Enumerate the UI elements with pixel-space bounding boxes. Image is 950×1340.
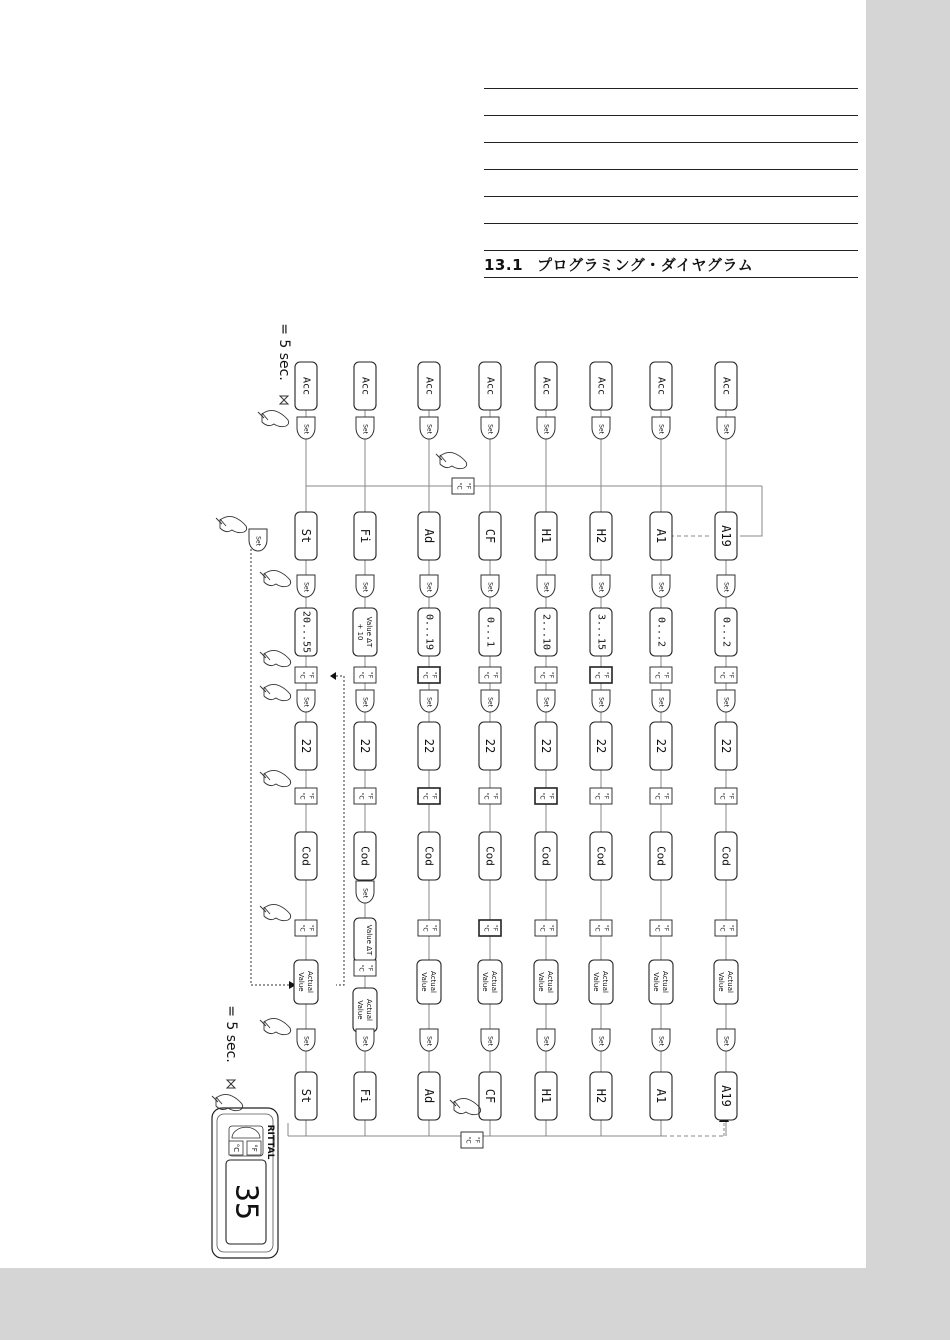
unit-c-label: °C: [593, 671, 601, 679]
acc-box-1-text: Acc: [359, 376, 371, 396]
cf-toggle-extra-1: [354, 960, 376, 976]
cf-toggle-1-7: [715, 667, 737, 683]
device-c-label: °C: [232, 1143, 240, 1153]
set-button-label: Set: [425, 697, 433, 707]
cf-toggle-1-0: [295, 667, 317, 683]
temp-box-1-text: 22: [358, 738, 372, 754]
unit-f-label: °F: [430, 671, 438, 679]
arrow-head-return: [330, 672, 336, 680]
cf-toggle-3-3: [479, 920, 501, 936]
cod-box-2-text: Cod: [422, 846, 436, 866]
range-box-1: [353, 608, 377, 656]
set-button-top-3: [481, 417, 499, 439]
unit-c-label: °C: [298, 792, 306, 800]
acc-box-6: [650, 362, 672, 410]
unit-f-label: °F: [491, 671, 499, 679]
unit-f-label: °F: [727, 792, 735, 800]
actual-value-box-2: [417, 960, 441, 1004]
set-button-label: Set: [542, 1036, 550, 1046]
set-button-top-4: [537, 417, 555, 439]
top-loop-return: [740, 486, 762, 536]
acc-box-5-text: Acc: [595, 376, 607, 396]
set-button-mid-0: [297, 575, 315, 597]
temp-box-0-text: 22: [299, 738, 313, 754]
cf-toggle-1-3: [479, 667, 501, 683]
unit-f-label: °F: [547, 792, 555, 800]
range-box-1-line1: Value ΔT: [365, 616, 373, 648]
unit-f-label: °F: [727, 924, 735, 932]
range-box-6: [650, 608, 672, 656]
unit-f-label: °F: [464, 482, 472, 490]
set-button-label: Set: [425, 582, 433, 592]
unit-f-label: °F: [602, 671, 610, 679]
param-code-bottom-5-text: H2: [594, 1088, 608, 1104]
temp-box-7-text: 22: [719, 738, 733, 754]
cf-toggle-3-6: [650, 920, 672, 936]
device-f-label: °F: [250, 1144, 258, 1152]
acc-box-2-text: Acc: [423, 376, 435, 396]
set-button-low-3: [481, 690, 499, 712]
hand-press-icon-1: [260, 570, 291, 586]
set-button-label: Set: [254, 536, 262, 546]
param-code-bottom-4-text: H1: [539, 1088, 553, 1104]
unit-c-label: °C: [357, 671, 365, 679]
set-button-label: Set: [657, 582, 665, 592]
set-button-low-0: [297, 690, 315, 712]
hand-press-icon-2: [260, 650, 291, 666]
cod-box-2: [418, 832, 440, 880]
param-code-top-2-text: Ad: [422, 528, 436, 544]
set-button-label: Set: [542, 582, 550, 592]
param-code-top-7: [715, 512, 737, 560]
unit-c-label: °C: [482, 671, 490, 679]
set-button-mid-2: [420, 575, 438, 597]
unit-f-label: °F: [366, 792, 374, 800]
set-button-mid-7: [717, 575, 735, 597]
unit-f-label: °F: [307, 924, 315, 932]
device-brand-logo: RITTAL: [265, 1124, 275, 1160]
unit-c-label: °C: [538, 671, 546, 679]
temp-box-4: [535, 722, 557, 770]
hand-press-icon-9: [450, 1098, 481, 1114]
actual-value-box-5: [589, 960, 613, 1004]
actual-value-box-0-line1: Actual: [306, 971, 314, 993]
acc-box-1: [354, 362, 376, 410]
param-code-top-4-text: H1: [539, 528, 553, 544]
cf-toggle-1-6: [650, 667, 672, 683]
actual-value-box-2-line2: Value: [420, 972, 428, 992]
cf-toggle-2-2: [418, 788, 440, 804]
set-button-label: Set: [657, 1036, 665, 1046]
cf-toggle-2-7: [715, 788, 737, 804]
acc-box-6-text: Acc: [655, 376, 667, 396]
set-button-label: Set: [597, 1036, 605, 1046]
unit-f-label: °F: [366, 671, 374, 679]
param-code-top-5-text: H2: [594, 528, 608, 544]
cf-toggle-3-5: [590, 920, 612, 936]
temp-box-5: [590, 722, 612, 770]
hourglass-icon-top: [280, 396, 288, 404]
set-button-top-2: [420, 417, 438, 439]
unit-c-label: °C: [653, 671, 661, 679]
dotted-path-actual: [251, 545, 289, 985]
cod-box-4: [535, 832, 557, 880]
param-code-bottom-3: [479, 1072, 501, 1120]
range-box-5-text: 3...15: [595, 613, 607, 651]
unit-f-label: °F: [473, 1136, 481, 1144]
range-box-6-text: 0...2: [655, 616, 667, 648]
range-box-1-line2: + 10: [356, 623, 364, 641]
param-code-bottom-6-text: A1: [654, 1088, 668, 1104]
timer-note-top: = 5 sec.: [276, 323, 292, 381]
range-box-4: [535, 608, 557, 656]
acc-box-0-text: Acc: [300, 376, 312, 396]
param-code-bottom-3-text: CF: [483, 1088, 497, 1104]
temp-box-4-text: 22: [539, 738, 553, 754]
unit-c-label: °C: [421, 671, 429, 679]
unit-f-label: °F: [602, 792, 610, 800]
hand-press-icon-5: [260, 904, 291, 920]
cf-toggle-2-0: [295, 788, 317, 804]
unit-c-label: °C: [653, 792, 661, 800]
hand-press-icon-3: [260, 684, 291, 700]
param-code-top-7-text: A19: [719, 525, 733, 547]
set-button-label: Set: [486, 1036, 494, 1046]
set-button-label: Set: [361, 1036, 369, 1046]
param-code-top-0: [295, 512, 317, 560]
unit-c-label: °C: [653, 924, 661, 932]
range-box-7-text: 0...2: [720, 616, 732, 648]
set-button-label: Set: [302, 697, 310, 707]
set-button-top-0: [297, 417, 315, 439]
cod-box-1-text: Cod: [358, 846, 372, 866]
actual-value-box-6-line1: Actual: [661, 971, 669, 993]
actual-value-box-5-line2: Value: [592, 972, 600, 992]
unit-c-label: °C: [482, 924, 490, 932]
set-button-top-6: [652, 417, 670, 439]
cf-toggle-1-4: [535, 667, 557, 683]
actual-value-box-7: [714, 960, 738, 1004]
acc-box-3: [479, 362, 501, 410]
controller-device: [212, 1108, 278, 1258]
temp-box-3-text: 22: [483, 738, 497, 754]
set-button-bottom-2: [420, 1029, 438, 1051]
unit-c-label: °C: [357, 792, 365, 800]
unit-f-label: °F: [547, 924, 555, 932]
set-button-label: Set: [597, 424, 605, 434]
actual-value-box-4-line2: Value: [537, 972, 545, 992]
unit-f-label: °F: [491, 924, 499, 932]
cf-toggle-top-loop: [452, 478, 474, 494]
set-button-top-5: [592, 417, 610, 439]
cod-box-3: [479, 832, 501, 880]
temp-box-2-text: 22: [422, 738, 436, 754]
unit-f-label: °F: [366, 964, 374, 972]
unit-c-label: °C: [357, 964, 365, 972]
unit-c-label: °C: [421, 792, 429, 800]
unit-f-label: °F: [602, 924, 610, 932]
set-button-label: Set: [657, 424, 665, 434]
value-dt-box-line1: Value ΔT: [365, 924, 373, 956]
device-c-button: [229, 1141, 243, 1155]
unit-f-label: °F: [430, 792, 438, 800]
set-button-label: Set: [722, 1036, 730, 1046]
set-button-label: Set: [361, 424, 369, 434]
param-code-top-0-text: St: [299, 528, 313, 544]
range-box-4-text: 2...10: [540, 613, 552, 651]
set-button-low-2: [420, 690, 438, 712]
unit-f-label: °F: [662, 924, 670, 932]
param-code-bottom-2-text: Ad: [422, 1088, 436, 1104]
set-button-label: Set: [425, 1036, 433, 1046]
cod-box-5: [590, 832, 612, 880]
cod-box-4-text: Cod: [539, 846, 553, 866]
set-button-label: Set: [361, 582, 369, 592]
unit-f-label: °F: [491, 792, 499, 800]
acc-box-7-text: Acc: [720, 376, 732, 396]
unit-f-label: °F: [430, 924, 438, 932]
param-code-top-2: [418, 512, 440, 560]
param-code-bottom-6: [650, 1072, 672, 1120]
actual-value-box-4-line1: Actual: [546, 971, 554, 993]
set-button-label: Set: [302, 424, 310, 434]
param-code-top-3: [479, 512, 501, 560]
unit-c-label: °C: [718, 792, 726, 800]
param-code-bottom-0: [295, 1072, 317, 1120]
unit-c-label: °C: [298, 924, 306, 932]
actual-value-box-3-line2: Value: [481, 972, 489, 992]
acc-box-5: [590, 362, 612, 410]
param-code-bottom-4: [535, 1072, 557, 1120]
temp-box-3: [479, 722, 501, 770]
section-title: プログラミング・ダイヤグラム: [537, 256, 754, 274]
range-box-3: [479, 608, 501, 656]
temp-box-5-text: 22: [594, 738, 608, 754]
set-button-label: Set: [361, 697, 369, 707]
temp-box-2: [418, 722, 440, 770]
unit-f-label: °F: [727, 671, 735, 679]
hourglass-icon-bottom: [227, 1080, 235, 1088]
range-box-0-text: 20...55: [300, 610, 312, 654]
temp-box-6-text: 22: [654, 738, 668, 754]
display-value: 35: [228, 1183, 264, 1221]
cod-box-7-text: Cod: [719, 846, 733, 866]
set-button-label: Set: [302, 582, 310, 592]
set-button-start: [249, 529, 267, 551]
set-button-bottom-3: [481, 1029, 499, 1051]
temp-box-0: [295, 722, 317, 770]
cf-toggle-bottom-bus: [461, 1132, 483, 1148]
actual-value-box-1-line1: Actual: [365, 999, 373, 1021]
set-button-label: Set: [361, 888, 369, 898]
unit-c-label: °C: [593, 792, 601, 800]
range-box-2: [418, 608, 440, 656]
unit-c-label: °C: [455, 482, 463, 490]
actual-value-box-0-line2: Value: [297, 972, 305, 992]
hand-press-icon-6: [260, 1018, 291, 1034]
unit-c-label: °C: [718, 671, 726, 679]
param-code-top-6: [650, 512, 672, 560]
set-button-low-5: [592, 690, 610, 712]
set-button-label: Set: [597, 697, 605, 707]
set-button-extra-1: [356, 881, 374, 903]
cf-toggle-3-7: [715, 920, 737, 936]
acc-box-3-text: Acc: [484, 376, 496, 396]
cf-toggle-1-1: [354, 667, 376, 683]
set-button-label: Set: [542, 424, 550, 434]
hand-press-icon-8: [436, 452, 467, 468]
set-button-top-7: [717, 417, 735, 439]
unit-f-label: °F: [547, 671, 555, 679]
set-button-mid-1: [356, 575, 374, 597]
set-button-label: Set: [486, 582, 494, 592]
set-button-top-1: [356, 417, 374, 439]
cod-box-5-text: Cod: [594, 846, 608, 866]
actual-value-box-6: [649, 960, 673, 1004]
cf-toggle-1-5: [590, 667, 612, 683]
set-button-bottom-7: [717, 1029, 735, 1051]
cf-toggle-2-5: [590, 788, 612, 804]
unit-f-label: °F: [662, 671, 670, 679]
cf-toggle-3-2: [418, 920, 440, 936]
acc-box-4: [535, 362, 557, 410]
actual-value-box-2-line1: Actual: [429, 971, 437, 993]
param-code-bottom-5: [590, 1072, 612, 1120]
temp-box-1: [354, 722, 376, 770]
unit-c-label: °C: [298, 671, 306, 679]
actual-value-box-3: [478, 960, 502, 1004]
set-button-label: Set: [425, 424, 433, 434]
cod-box-3-text: Cod: [483, 846, 497, 866]
actual-value-box-7-line2: Value: [717, 972, 725, 992]
range-box-3-text: 0...1: [484, 616, 496, 648]
unit-c-label: °C: [538, 924, 546, 932]
cod-box-1: [354, 832, 376, 880]
device-f-button: [247, 1141, 261, 1155]
cod-box-7: [715, 832, 737, 880]
param-code-top-3-text: CF: [483, 528, 497, 544]
actual-value-box-4: [534, 960, 558, 1004]
unit-c-label: °C: [482, 792, 490, 800]
param-code-bottom-2: [418, 1072, 440, 1120]
set-button-bottom-6: [652, 1029, 670, 1051]
actual-value-box-1-line2: Value: [356, 1000, 364, 1020]
set-button-bottom-1: [356, 1029, 374, 1051]
temp-box-6: [650, 722, 672, 770]
set-button-low-7: [717, 690, 735, 712]
param-code-bottom-1-text: Fi: [358, 1088, 372, 1104]
unit-c-label: °C: [538, 792, 546, 800]
set-button-mid-5: [592, 575, 610, 597]
set-button-mid-6: [652, 575, 670, 597]
param-code-bottom-7: [715, 1072, 737, 1120]
set-button-label: Set: [597, 582, 605, 592]
set-button-label: Set: [486, 697, 494, 707]
unit-c-label: °C: [464, 1136, 472, 1144]
dotted-path-return: [336, 676, 344, 985]
range-box-0: [295, 608, 317, 656]
acc-box-2: [418, 362, 440, 410]
cf-toggle-3-4: [535, 920, 557, 936]
set-button-label: Set: [542, 697, 550, 707]
set-button-bottom-5: [592, 1029, 610, 1051]
value-dt-box: [354, 918, 376, 962]
hand-press-icon-0: [216, 516, 247, 532]
cf-toggle-1-2: [418, 667, 440, 683]
set-button-label: Set: [302, 1036, 310, 1046]
cf-toggle-2-6: [650, 788, 672, 804]
range-box-5: [590, 608, 612, 656]
acc-box-4-text: Acc: [540, 376, 552, 396]
cf-toggle-2-4: [535, 788, 557, 804]
temp-box-7: [715, 722, 737, 770]
set-button-bottom-0: [297, 1029, 315, 1051]
param-code-bottom-0-text: St: [299, 1088, 313, 1104]
cod-box-6: [650, 832, 672, 880]
timer-note-bottom: = 5 sec.: [223, 1005, 239, 1063]
range-box-2-text: 0...19: [423, 613, 435, 651]
unit-c-label: °C: [718, 924, 726, 932]
param-code-top-1: [354, 512, 376, 560]
set-button-low-6: [652, 690, 670, 712]
unit-f-label: °F: [307, 671, 315, 679]
param-code-bottom-7-text: A19: [719, 1085, 733, 1107]
hand-press-icon-7: [258, 410, 289, 426]
unit-f-label: °F: [662, 792, 670, 800]
section-number: 13.1: [484, 256, 524, 274]
acc-box-0: [295, 362, 317, 410]
hand-press-icon-4: [260, 770, 291, 786]
range-box-7: [715, 608, 737, 656]
set-button-mid-4: [537, 575, 555, 597]
actual-value-box-6-line2: Value: [652, 972, 660, 992]
acc-box-7: [715, 362, 737, 410]
actual-value-box-0: [294, 960, 318, 1004]
param-code-top-1-text: Fi: [358, 528, 372, 544]
unit-c-label: °C: [421, 924, 429, 932]
unit-c-label: °C: [593, 924, 601, 932]
cod-box-6-text: Cod: [654, 846, 668, 866]
set-button-bottom-4: [537, 1029, 555, 1051]
set-button-label: Set: [657, 697, 665, 707]
param-code-top-4: [535, 512, 557, 560]
set-button-low-1: [356, 690, 374, 712]
param-code-bottom-1: [354, 1072, 376, 1120]
set-button-label: Set: [722, 582, 730, 592]
set-button-mid-3: [481, 575, 499, 597]
cod-box-0-text: Cod: [299, 846, 313, 866]
actual-value-box-5-line1: Actual: [601, 971, 609, 993]
actual-value-box-1: [353, 988, 377, 1032]
param-code-top-6-text: A1: [654, 528, 668, 544]
cf-toggle-2-1: [354, 788, 376, 804]
set-button-low-4: [537, 690, 555, 712]
set-button-label: Set: [722, 424, 730, 434]
cf-toggle-2-3: [479, 788, 501, 804]
actual-value-box-7-line1: Actual: [726, 971, 734, 993]
cf-toggle-3-0: [295, 920, 317, 936]
set-button-label: Set: [722, 697, 730, 707]
set-button-label: Set: [486, 424, 494, 434]
cod-box-0: [295, 832, 317, 880]
param-code-top-5: [590, 512, 612, 560]
actual-value-box-3-line1: Actual: [490, 971, 498, 993]
unit-f-label: °F: [307, 792, 315, 800]
